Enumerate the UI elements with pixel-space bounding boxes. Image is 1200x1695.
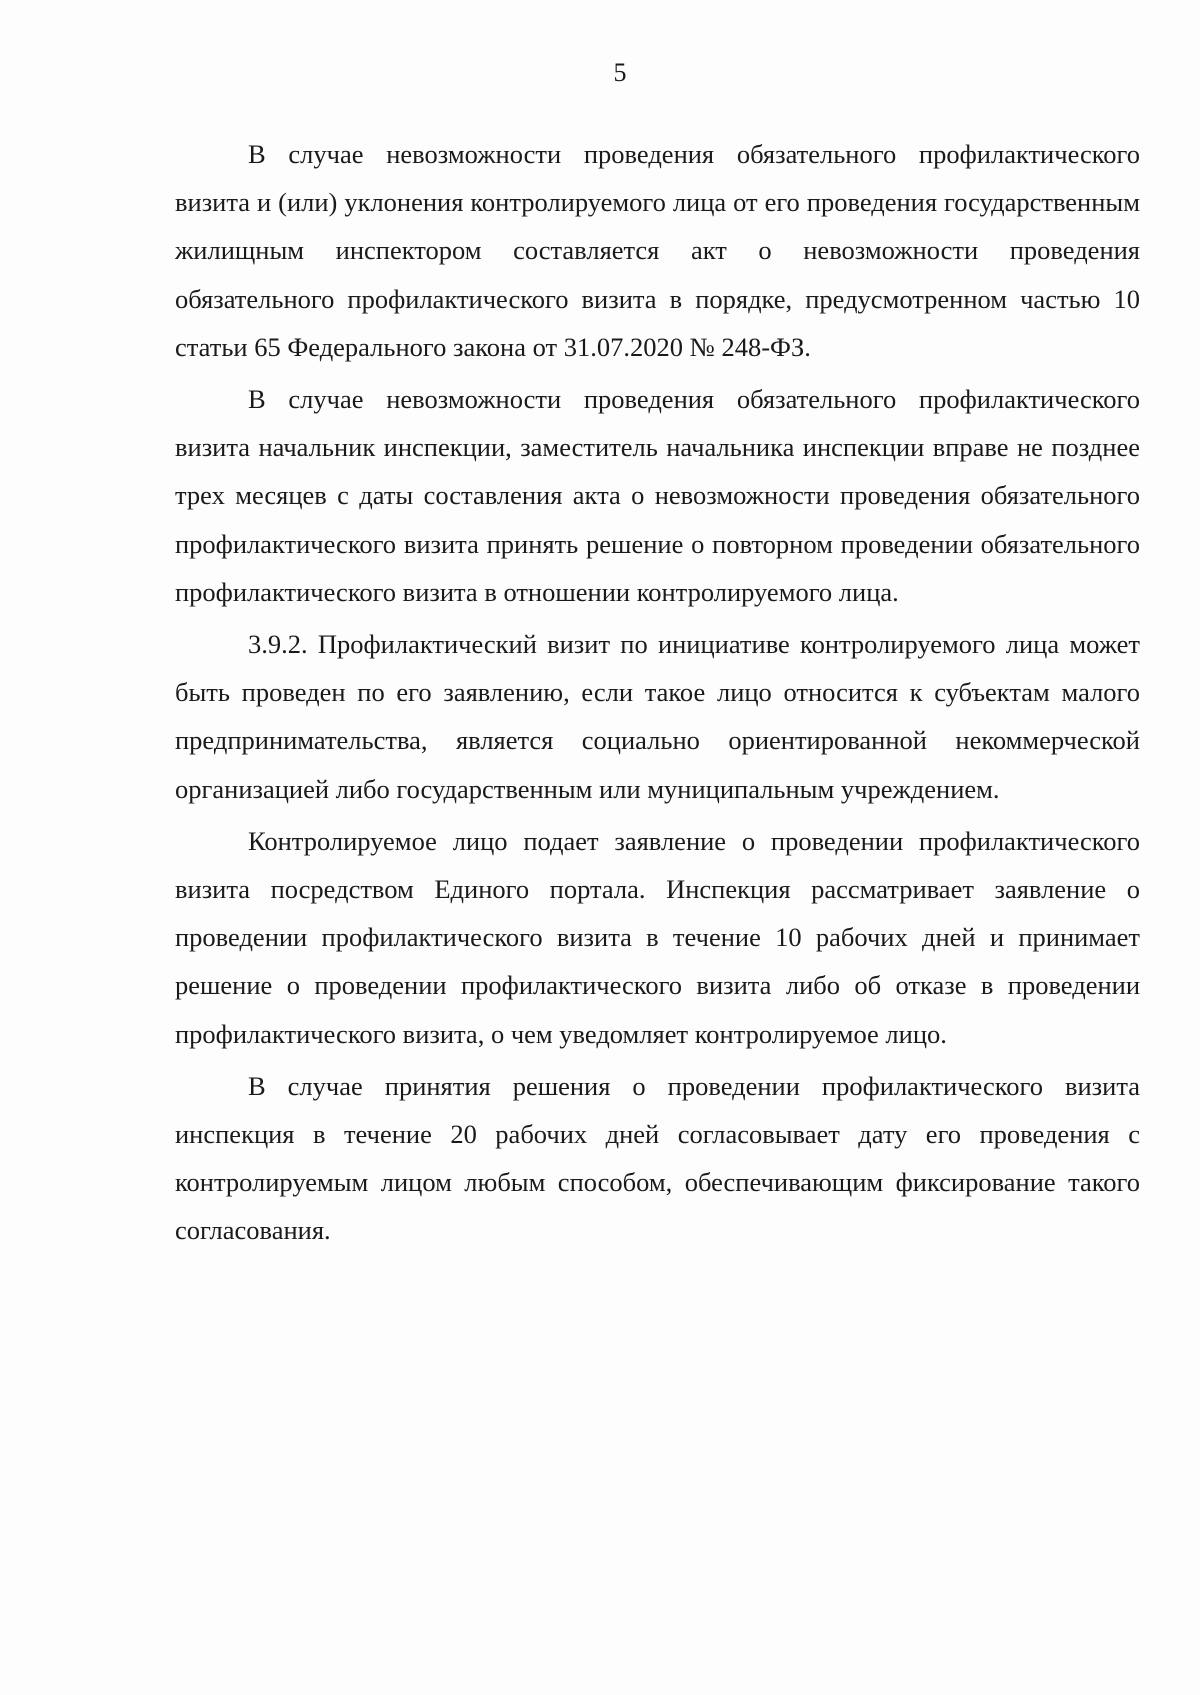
page-number: 5 (613, 58, 627, 87)
paragraph-4: Контролируемое лицо подает заявление о проведении профилактического визита посредством Единого портала. Инспекция рассматривает заявление о проведении профилактического визита в течение 10 рабочих дней и принимает решение о проведении профилактического визита либо об отказе в проведении профилактического визита, о чем уведомляет контролируемое лицо. (175, 825, 1140, 1049)
document-body (175, 130, 1140, 1255)
paragraph-3: 3.9.2. Профилактический визит по инициативе контролируемого лица может быть проведен по его заявлению, если такое лицо относится к субъектам малого предпринимательства, является социально ориентированной некоммерческой организацией либо государственным или муниципальным учреждением. (175, 629, 1140, 804)
paragraph-2: В случае невозможности проведения обязательного профилактического визита начальник инспекции, заместитель начальника инспекции вправе не позднее трех месяцев с даты составления акта о невозможности проведения обязательного профилактического визита принять решение о повторном проведении обязательного профилактического визита в отношении контролируемого лица. (175, 384, 1140, 607)
paragraph-1: В случае невозможности проведения обязательного профилактического визита и (или) уклонения контролируемого лица от его проведения государственным жилищным инспектором составляется акт о невозможности проведения обязательного профилактического визита в порядке, предусмотренном частью 10 статьи 65 Федерального закона от 31.07.2020 № 248-ФЗ. (175, 139, 1140, 362)
paragraph-5: В случае принятия решения о проведении профилактического визита инспекция в течение 20 рабочих дней согласовывает дату его проведения с контролируемым лицом любым способом, обеспечивающим фиксирование такого согласования. (175, 1070, 1140, 1246)
